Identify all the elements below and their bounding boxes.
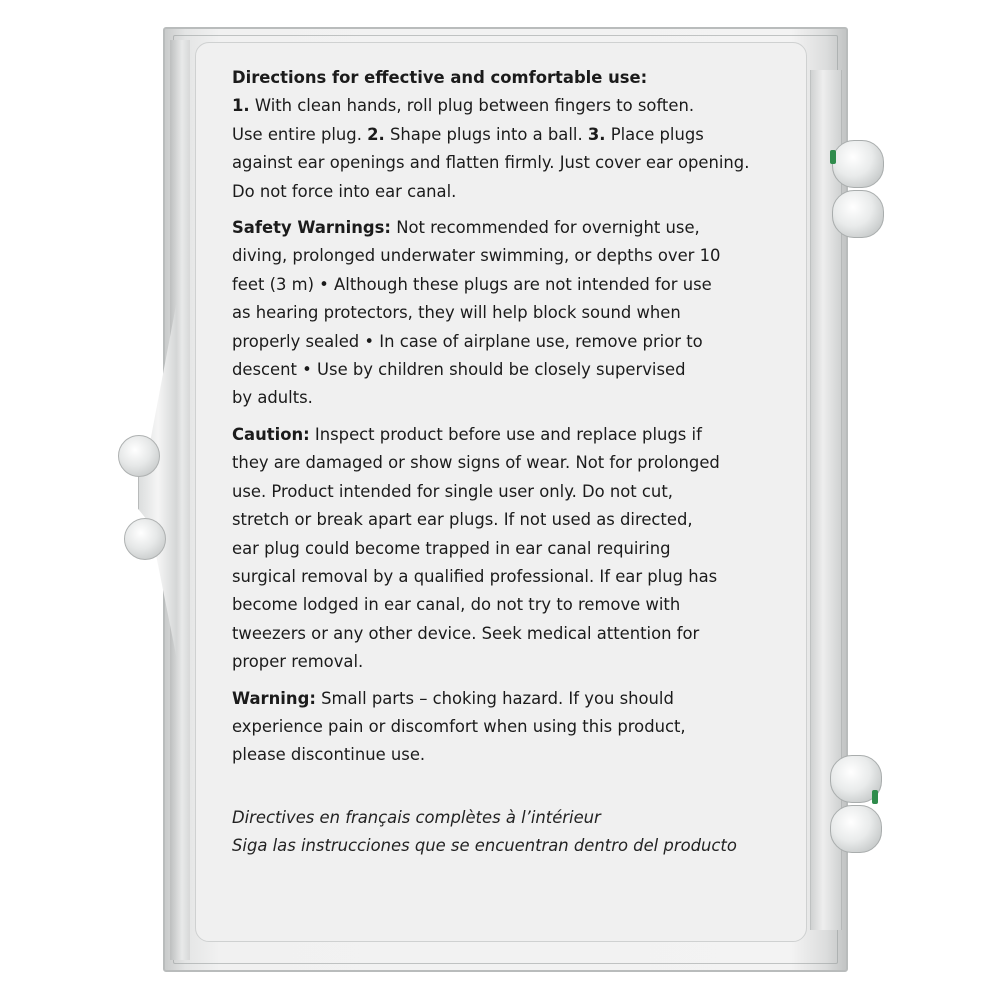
step-3-number: 3. [587,124,606,144]
safety-line-1: Not recommended for overnight use, [390,218,700,238]
case-hinge [118,300,178,660]
caution-line-4: stretch or break apart ear plugs. If not used as directed, [232,510,693,530]
directions-section [232,64,802,206]
language-footer [232,804,807,860]
step-3-text: Place plugs [605,124,704,144]
step-2-text: Shape plugs into a ball. [384,124,588,144]
caution-line-7: become lodged in ear canal, do not try to remove with [232,595,681,615]
warning-line-1: Small parts – choking hazard. If you should [315,688,674,708]
french-note: Directives en français complètes à l’intérieur [232,808,601,827]
caution-section [232,421,802,677]
safety-line-6: descent • Use by children should be closely supervised [232,360,686,380]
hinge-knob-top [118,435,160,477]
step-1-text-cont: Use entire plug. [232,124,368,144]
clasp-accent-bottom [872,790,878,804]
safety-line-4: as hearing protectors, they will help block sound when [232,303,681,323]
warning-line-2: experience pain or discomfort when using this product, [232,716,686,736]
directions-heading: Directions for effective and comfortable use: [232,68,648,87]
caution-line-9: proper removal. [232,652,364,672]
caution-line-1: Inspect product before use and replace plugs if [309,424,702,444]
step-3-text-cont: against ear openings and flatten firmly. Just cover ear opening. [232,153,750,173]
safety-line-7: by adults. [232,388,313,408]
clasp-bottom-lower[interactable] [830,805,882,853]
caution-line-6: surgical removal by a qualified professional. If ear plug has [232,566,718,586]
instructions-text [232,64,802,778]
caution-label: Caution: [232,424,310,444]
clasp-top-upper[interactable] [832,140,884,188]
safety-line-5: properly sealed • In case of airplane use, remove prior to [232,331,703,351]
step-1-text: With clean hands, roll plug between fingers to soften. [249,96,695,116]
caution-line-8: tweezers or any other device. Seek medical attention for [232,623,700,643]
step-1-number: 1. [232,96,250,116]
caution-line-3: use. Product intended for single user only. Do not cut, [232,481,673,501]
caution-line-2: they are damaged or show signs of wear. Not for prolonged [232,453,720,473]
warning-line-3: please discontinue use. [232,745,426,765]
safety-line-2: diving, prolonged underwater swimming, or depths over 10 [232,246,721,266]
spanish-note: Siga las instrucciones que se encuentran dentro del producto [232,836,737,855]
safety-section [232,214,802,413]
step-2-number: 2. [367,124,385,144]
safety-line-3: feet (3 m) • Although these plugs are not intended for use [232,274,712,294]
warning-section [232,685,802,770]
warning-label: Warning: [232,688,316,708]
hinge-knob-bottom [124,518,166,560]
safety-label: Safety Warnings: [232,218,391,238]
caution-line-5: ear plug could become trapped in ear canal requiring [232,538,671,558]
hinge-plate [138,300,177,660]
clasp-accent-top [830,150,836,164]
clasp-top-lower[interactable] [832,190,884,238]
step-3-text-end: Do not force into ear canal. [232,181,457,201]
